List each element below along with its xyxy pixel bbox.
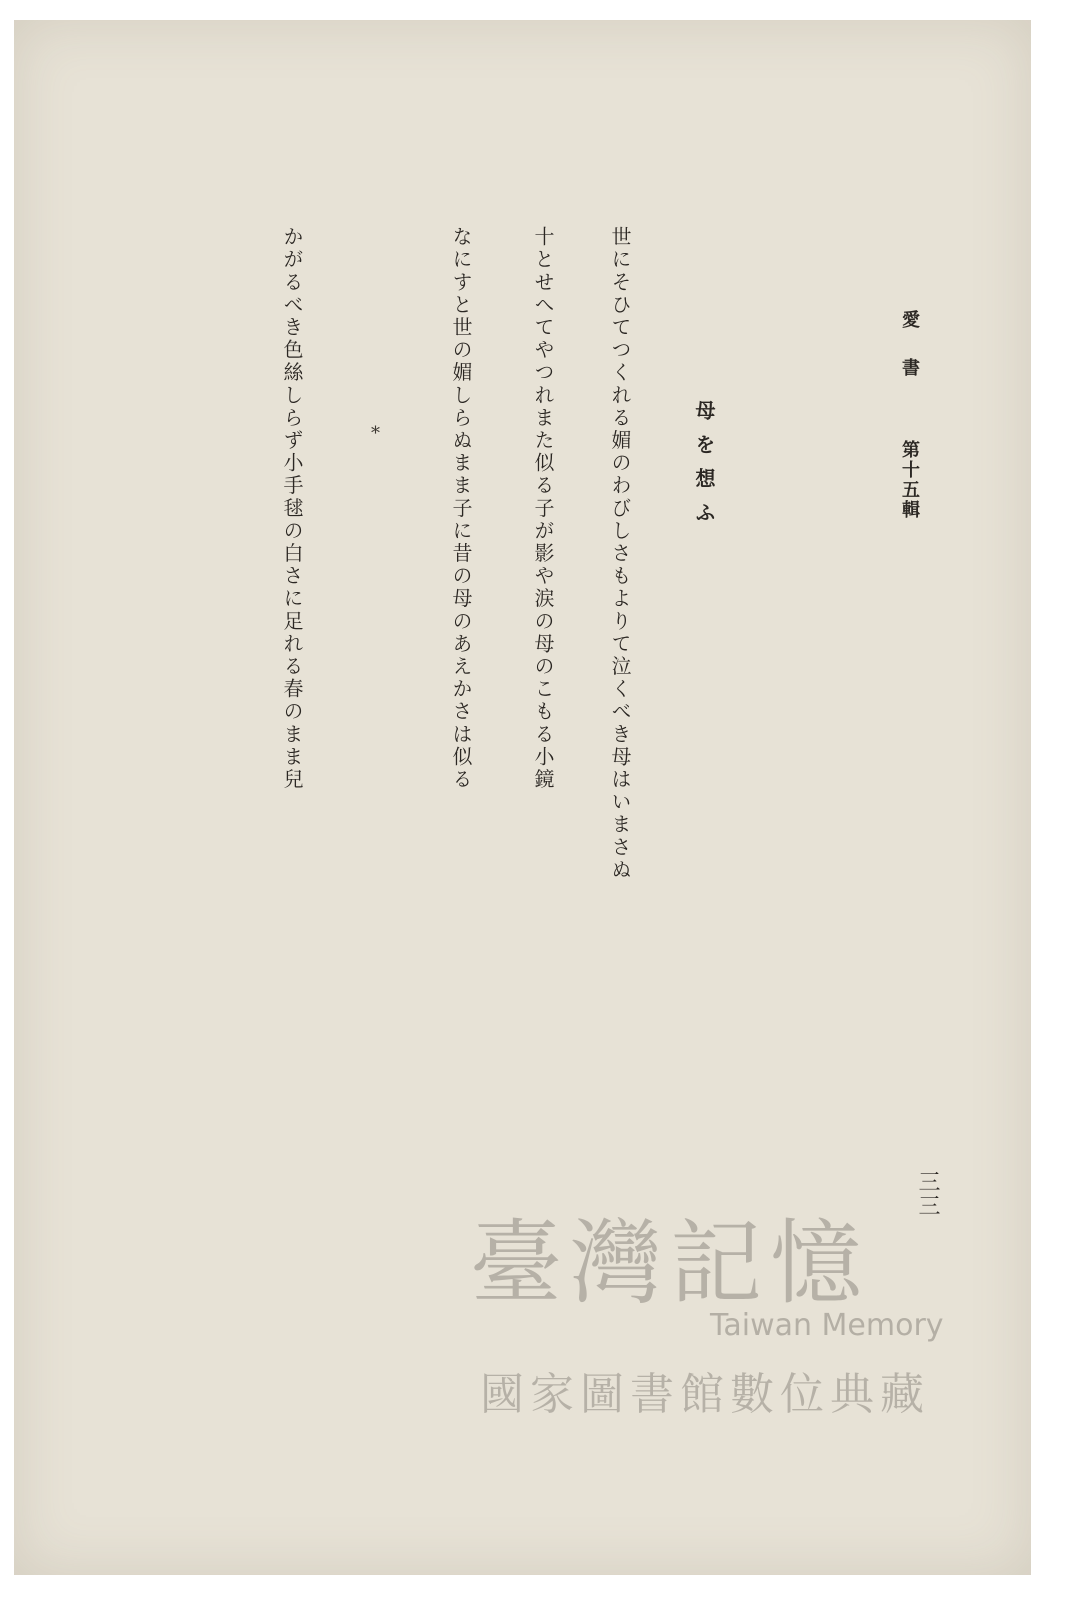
running-header-issue: 第十五輯	[899, 440, 920, 520]
watermark-main: 臺灣記憶	[470, 1210, 871, 1317]
poem-line: かがるべき色絲しらず小手毬の白さに足れる春のまま兒	[280, 226, 304, 791]
watermark-english: Taiwan Memory	[710, 1308, 944, 1343]
watermark-logo	[470, 1190, 990, 1440]
poem-line: 十とせへてやつれまた似る子が影や涙の母のこもる小鏡	[531, 226, 555, 791]
watermark-sub: 國家圖書館數位典藏	[480, 1369, 930, 1420]
section-separator: *	[371, 423, 380, 444]
page-number: 三三	[915, 1170, 940, 1218]
poem-line: なにすと世の媚しらぬまま子に昔の母のあえかさは似る	[449, 226, 473, 791]
poem-title: 母を想ふ	[692, 400, 716, 536]
running-header-title: 愛書	[899, 310, 920, 406]
poem-line: 世にそひてつくれる媚のわびしさもよりて泣くべき母はいまさぬ	[608, 226, 632, 882]
